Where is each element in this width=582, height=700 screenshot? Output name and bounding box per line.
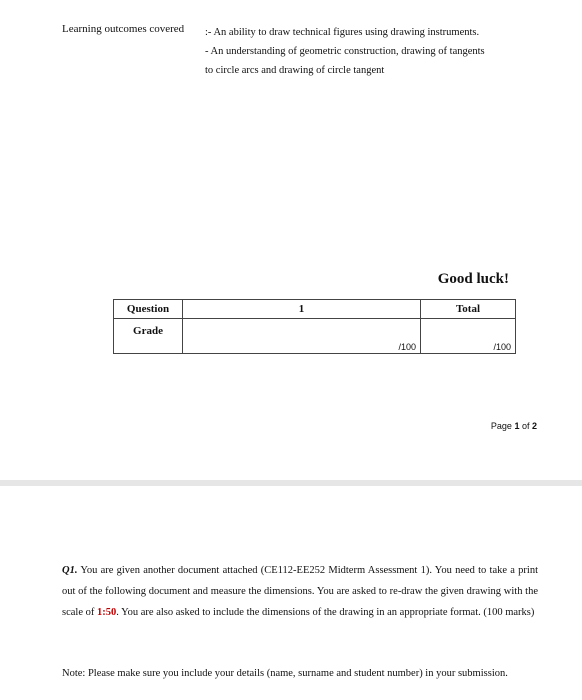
- question-text-part-2: . You are also asked to include the dimensions of the drawing in an appropriate format. (100 marks): [116, 607, 535, 618]
- page-number-current: 1: [514, 421, 520, 431]
- question-text-part-1: You are given another document attached (CE112-EE252 Midterm Assessment 1). You need to take a print out of the following document and measure the dimensions. You are asked to re-draw the given drawing with the scale of: [62, 565, 538, 618]
- page-number: [491, 421, 537, 431]
- header-question-1: 1: [183, 300, 421, 319]
- question-number: Q1.: [62, 565, 78, 576]
- learning-outcome-line: - An understanding of geometric construction, drawing of tangents: [205, 46, 485, 57]
- grade-table-row: [114, 319, 516, 354]
- submission-note: Note: Please make sure you include your details (name, surname and student number) in your submission.: [62, 668, 508, 679]
- good-luck-text: Good luck!: [437, 271, 509, 287]
- learning-outcome-line: to circle arcs and drawing of circle tangent: [205, 65, 385, 76]
- grade-table: [113, 299, 516, 354]
- header-total: Total: [421, 300, 516, 319]
- question-1-text: [62, 560, 538, 623]
- page-number-separator: of: [519, 421, 532, 431]
- grade-table-header-row: [114, 300, 516, 319]
- header-question: Question: [114, 300, 183, 319]
- drawing-scale: 1:50: [96, 607, 117, 618]
- learning-outcomes-label: Learning outcomes covered: [62, 23, 185, 35]
- learning-outcome-line: :- An ability to draw technical figures using drawing instruments.: [205, 27, 480, 38]
- grade-label: Grade: [114, 319, 183, 354]
- score-question-1: /100: [183, 319, 421, 354]
- page-number-total: 2: [531, 421, 537, 431]
- page-number-prefix: Page: [490, 421, 515, 431]
- learning-outcomes-list: [205, 23, 515, 80]
- score-total: /100: [421, 319, 516, 354]
